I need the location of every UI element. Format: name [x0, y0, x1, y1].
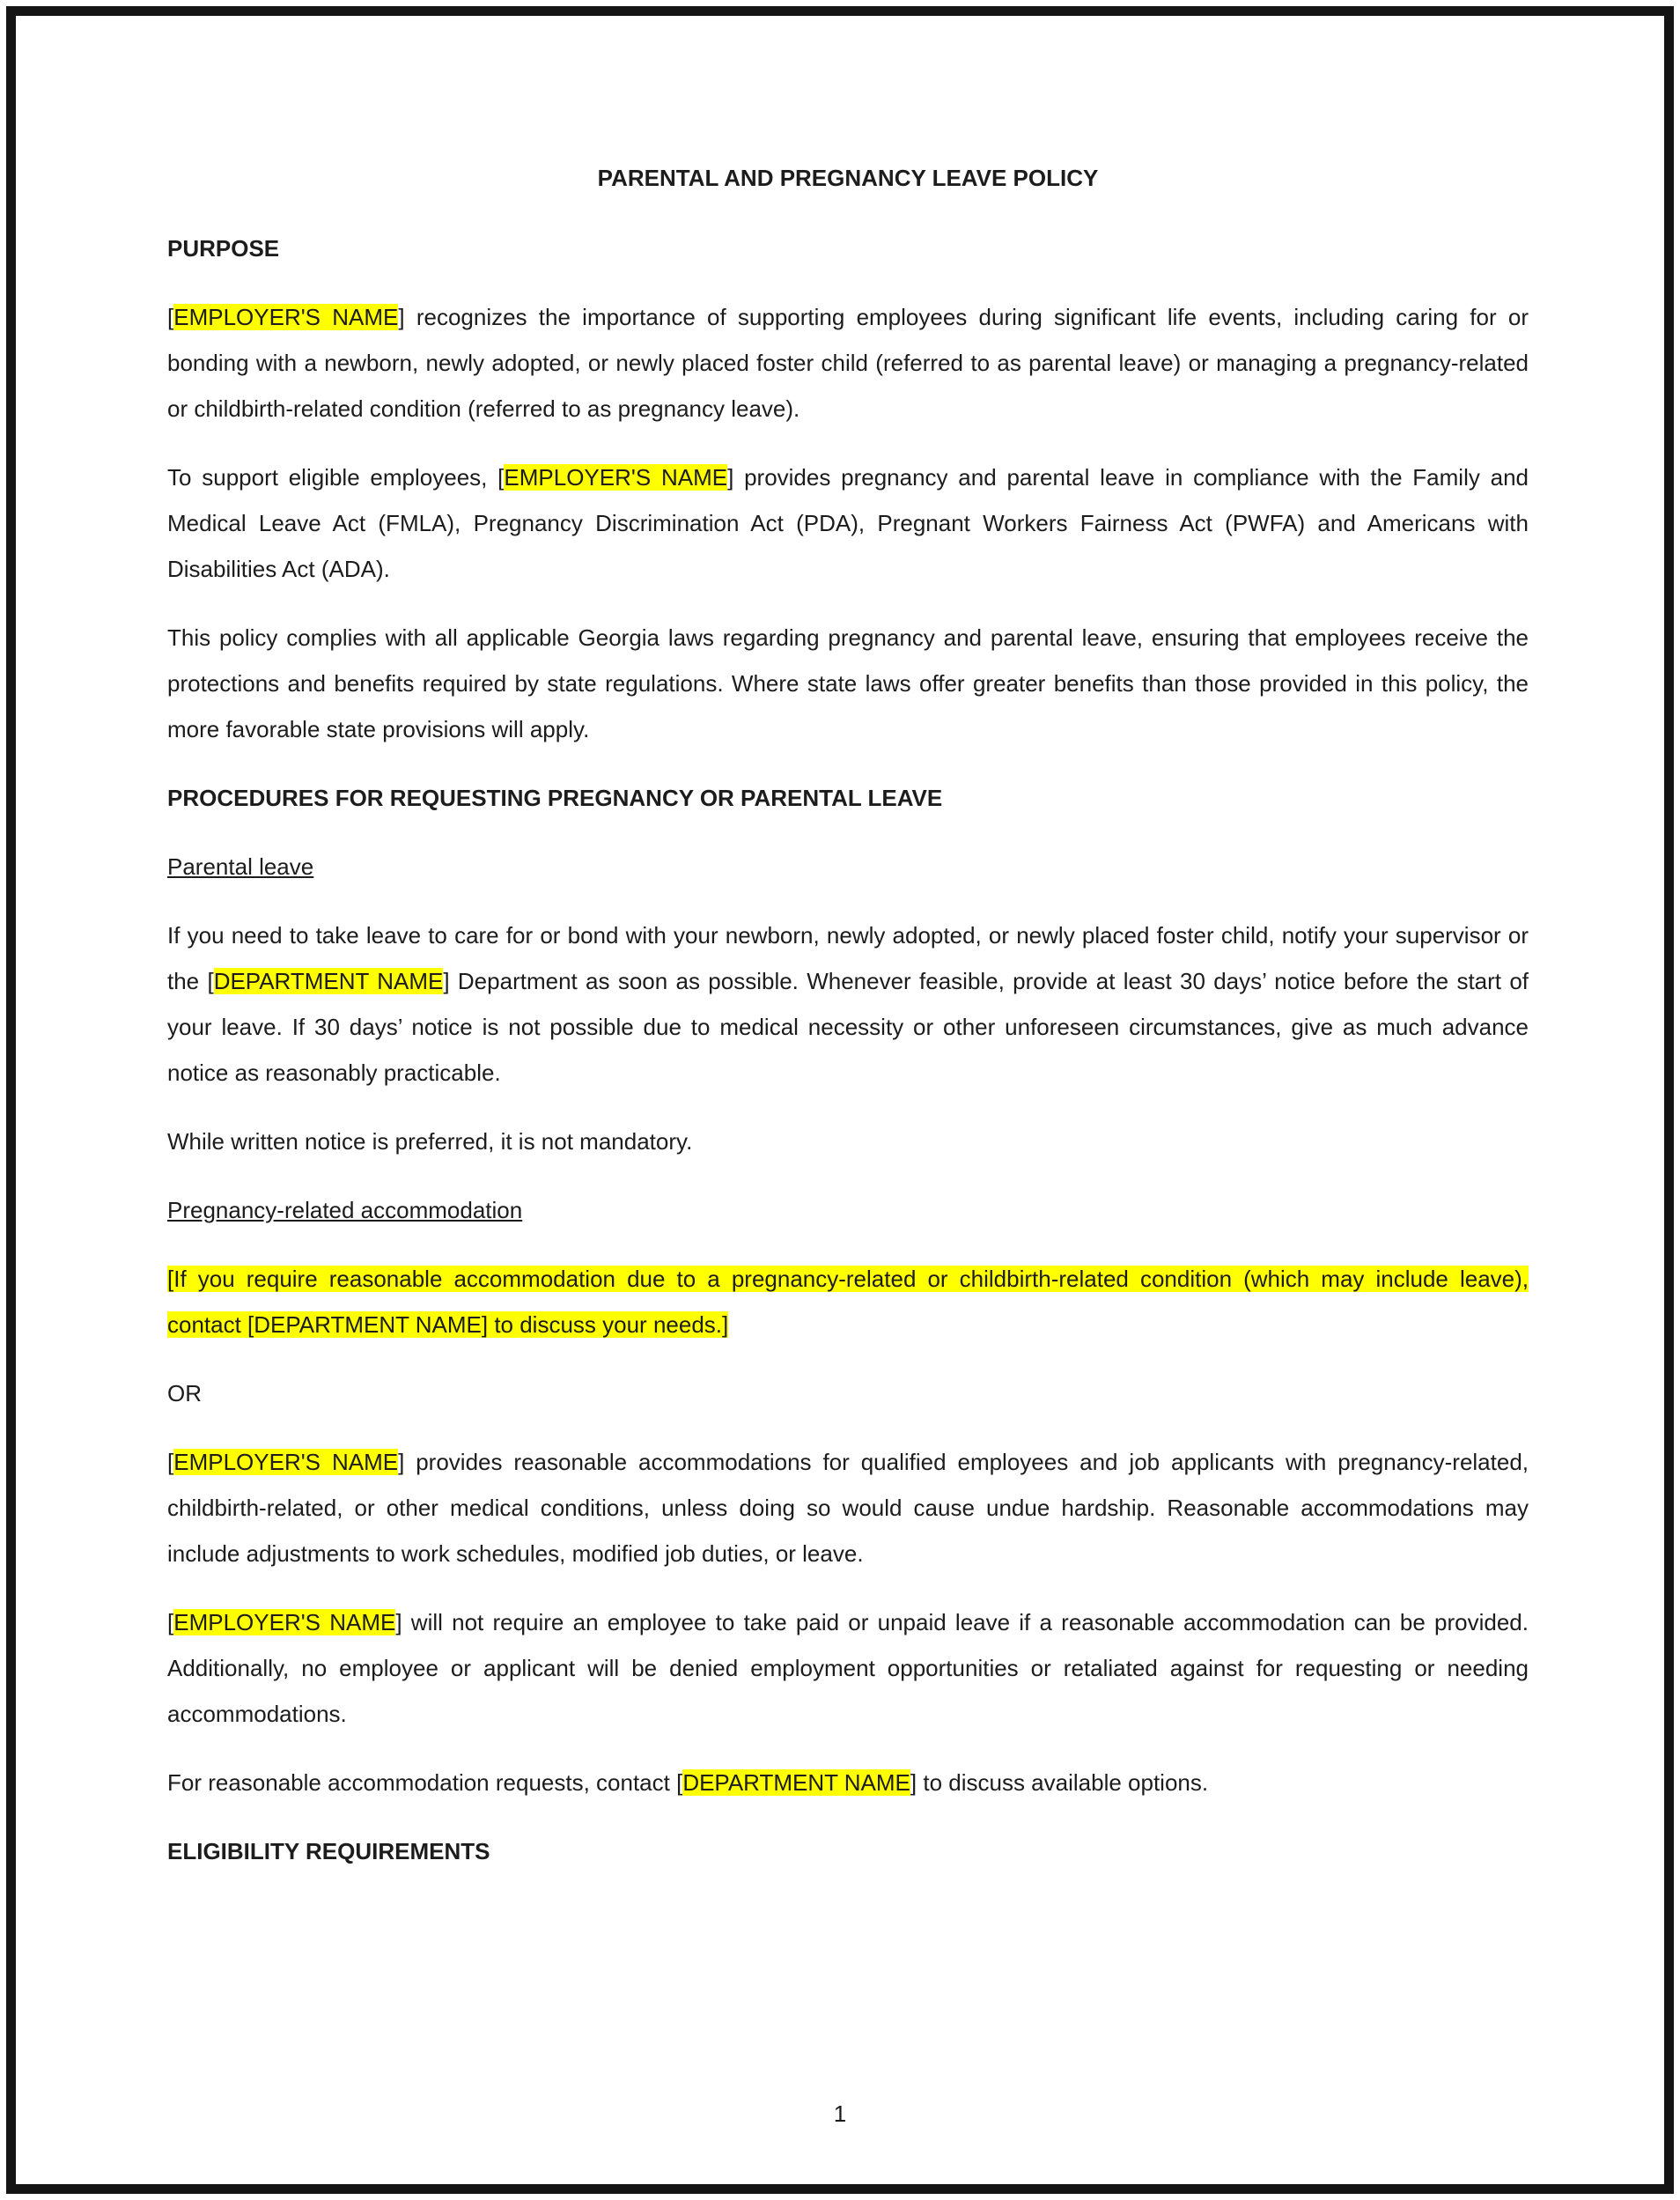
text-run: While written notice is preferred, it is not mandatory. [167, 1128, 693, 1155]
section-heading [167, 775, 1529, 821]
text-run: For reasonable accommodation requests, contact [ [167, 1769, 683, 1796]
highlighted-placeholder: EMPLOYER'S NAME [504, 464, 728, 491]
text-run: PURPOSE [167, 235, 280, 262]
text-run: [ [167, 1609, 174, 1635]
text-run: To support eligible employees, [ [167, 464, 505, 491]
highlighted-placeholder: EMPLOYER'S NAME [173, 1449, 399, 1475]
paragraph [167, 1256, 1529, 1347]
section-subheading [167, 844, 1529, 890]
text-run: ELIGIBILITY REQUIREMENTS [167, 1838, 490, 1864]
paragraph [167, 615, 1529, 752]
paragraph [167, 1118, 1529, 1164]
paragraph [167, 454, 1529, 592]
text-run: ] recognizes the importance of supporting employees during significant life events, including caring for or bonding with a newborn, newly adopted, or newly placed foster child (referred to as parental leave) or managing a pregnancy-related or childbirth-related condition (referred to as pregnancy leave). [167, 304, 1529, 422]
text-run: PROCEDURES FOR REQUESTING PREGNANCY OR PARENTAL LEAVE [167, 785, 943, 811]
paragraph [167, 294, 1529, 432]
highlighted-placeholder: DEPARTMENT NAME [213, 968, 444, 994]
paragraph [167, 912, 1529, 1096]
text-run: ] will not require an employee to take paid or unpaid leave if a reasonable accommodation can be provided. Additionally, no employee or applicant will be denied employment opportunities or retaliated against for requesting or needing accommodations. [167, 1609, 1529, 1727]
paragraph [167, 1439, 1529, 1576]
paragraph [167, 1760, 1529, 1805]
section-subheading [167, 1187, 1529, 1233]
text-run: ] provides reasonable accommodations for qualified employees and job applicants with pregnancy-related, childbirth-related, or other medical conditions, unless doing so would cause undue hardship. Reasonable accommodations may include adjustments to work schedules, modified job duties, or leave. [167, 1449, 1529, 1567]
highlighted-placeholder: [If you require reasonable accommodation due to a pregnancy-related or childbirth-related condition (which may include leave), contact [DEPARTMENT NAME] to discuss your needs.] [167, 1266, 1529, 1338]
text-run: ] Department as soon as possible. Whenever feasible, provide at least 30 days’ notice before the start of your leave. If 30 days’ notice is not possible due to medical necessity or other unforeseen circumstances, give as much advance notice as reasonably practicable. [167, 968, 1529, 1086]
text-run: [ [167, 1449, 174, 1475]
document-title: PARENTAL AND PREGNANCY LEAVE POLICY [597, 165, 1099, 191]
document-content [167, 155, 1529, 1897]
text-run: ] provides pregnancy and parental leave in compliance with the Family and Medical Leave Act (FMLA), Pregnancy Discrimination Act (PDA), Pregnant Workers Fairness Act (PWFA) and Americans with Disabilities Act (ADA). [167, 464, 1529, 582]
text-run: If you need to take leave to care for or bond with your newborn, newly adopted, or newly placed foster child, notify your supervisor or the [ [167, 922, 1529, 994]
page-number: 1 [833, 2100, 847, 2127]
paragraph [167, 1599, 1529, 1737]
text-run: Pregnancy-related accommodation [167, 1197, 523, 1223]
highlighted-placeholder: EMPLOYER'S NAME [173, 304, 399, 330]
document-blocks [167, 225, 1529, 1874]
section-heading [167, 1828, 1529, 1874]
text-run: This policy complies with all applicable Georgia laws regarding pregnancy and parental leave, ensuring that employees receive the protections and benefits required by state regulations. Where state laws offer greater benefits than those provided in this policy, the more favorable state provisions will apply. [167, 624, 1529, 742]
section-heading [167, 225, 1529, 271]
highlighted-placeholder: DEPARTMENT NAME [682, 1769, 910, 1796]
text-run: OR [167, 1380, 202, 1406]
text-run: Parental leave [167, 853, 314, 880]
highlighted-placeholder: EMPLOYER'S NAME [173, 1609, 396, 1635]
text-run: [ [167, 304, 174, 330]
text-run: ] to discuss available options. [910, 1769, 1209, 1796]
paragraph [167, 1370, 1529, 1416]
